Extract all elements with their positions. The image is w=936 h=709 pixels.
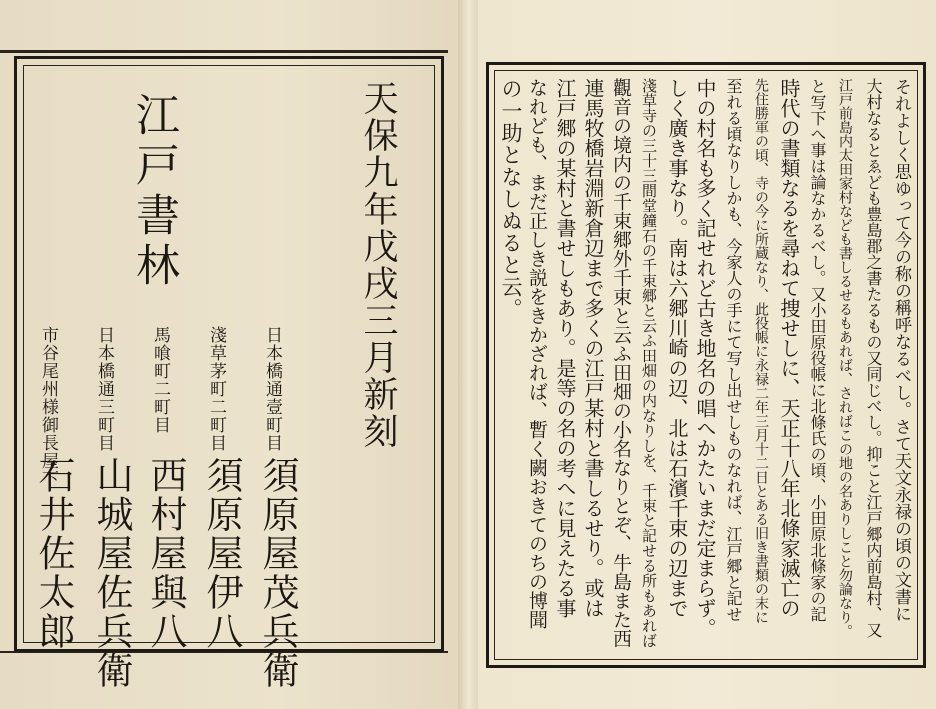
text-column: それよしく思ゆって今の称の稱呼なるべし。さて天文永禄の頃の文書に [891,78,911,622]
text-column: と写下へ事は論なかるべし。又小田原役帳に北條氏の頃、小田原北條家の記 [808,78,827,622]
text-column: 時代の書類なるを尋ねて捜せしに、天正十八年北條家滅亡の [777,78,801,618]
publication-date: 天保九年戊戌三月新刻 [358,80,398,450]
text-column: しく廣き事なり。南は六郷川崎の辺、北は石濱千束の辺まで [665,78,689,618]
top-rule [0,50,448,53]
publisher-shop: 山城屋佐兵衛 [90,456,133,690]
text-column: なれども、まだ正しき説をきかざれば、暫く闕おきてのちの博聞 [526,78,548,629]
text-column: 大村なるとゑども豊島郡之書たるもの又同じべし。抑こと江戸郷内前島村、又 [864,78,883,638]
publisher-heading: 江戸書林 [128,92,179,292]
text-column: 觀音の境内の千束郷外千束と云ふ田畑の小名なりとぞ、牛島また西 [610,78,632,648]
text-column: 中の村名も多く記せれど古き地名の唱へかたいまだ定まらず。 [693,78,717,638]
publisher-shop: 西村屋與八 [144,456,187,651]
publisher-address: 日本橋通壹町目 [262,326,282,452]
left-page [0,0,466,709]
publisher-address: 市谷尾州様御長屋下 [38,326,58,488]
text-column: 江戸前島内太田家村なども書しるせるもあれば、さればこの地の名ありしこと勿論なり。 [837,78,853,638]
text-column: の一助となしぬると云。 [499,78,523,320]
text-column: 至れる頃なりしかも、今家人の手にて写し出せしものなれば、江戸郷と記せ [724,78,743,622]
publisher-address: 馬喰町二町目 [150,326,170,434]
publisher-address: 淺草茅町二町目 [206,326,226,452]
publisher-shop: 須原屋伊八 [200,456,243,651]
text-column: 先住勝軍の頃、寺の今に所蔵なり、此役帳に永禄二年三月十二日とある旧き書類の末に [753,78,769,624]
text-column: 淺草寺の三十三間堂鐘石の千束郷と云ふ田畑の内なりしを、千束と記せる所もあれば [640,78,658,648]
publisher-address: 日本橋通三町目 [94,326,114,452]
publisher-shop: 石井佐太郎 [32,456,75,651]
publisher-shop: 須原屋茂兵衛 [256,456,299,690]
text-column: 江戸郷の某村と書せしもあり。是等の名の考へに見えたる事 [553,78,577,618]
text-column: 連馬牧橋岩淵新倉辺まで多くの江戸某村と書しるせり。或は [581,78,605,618]
